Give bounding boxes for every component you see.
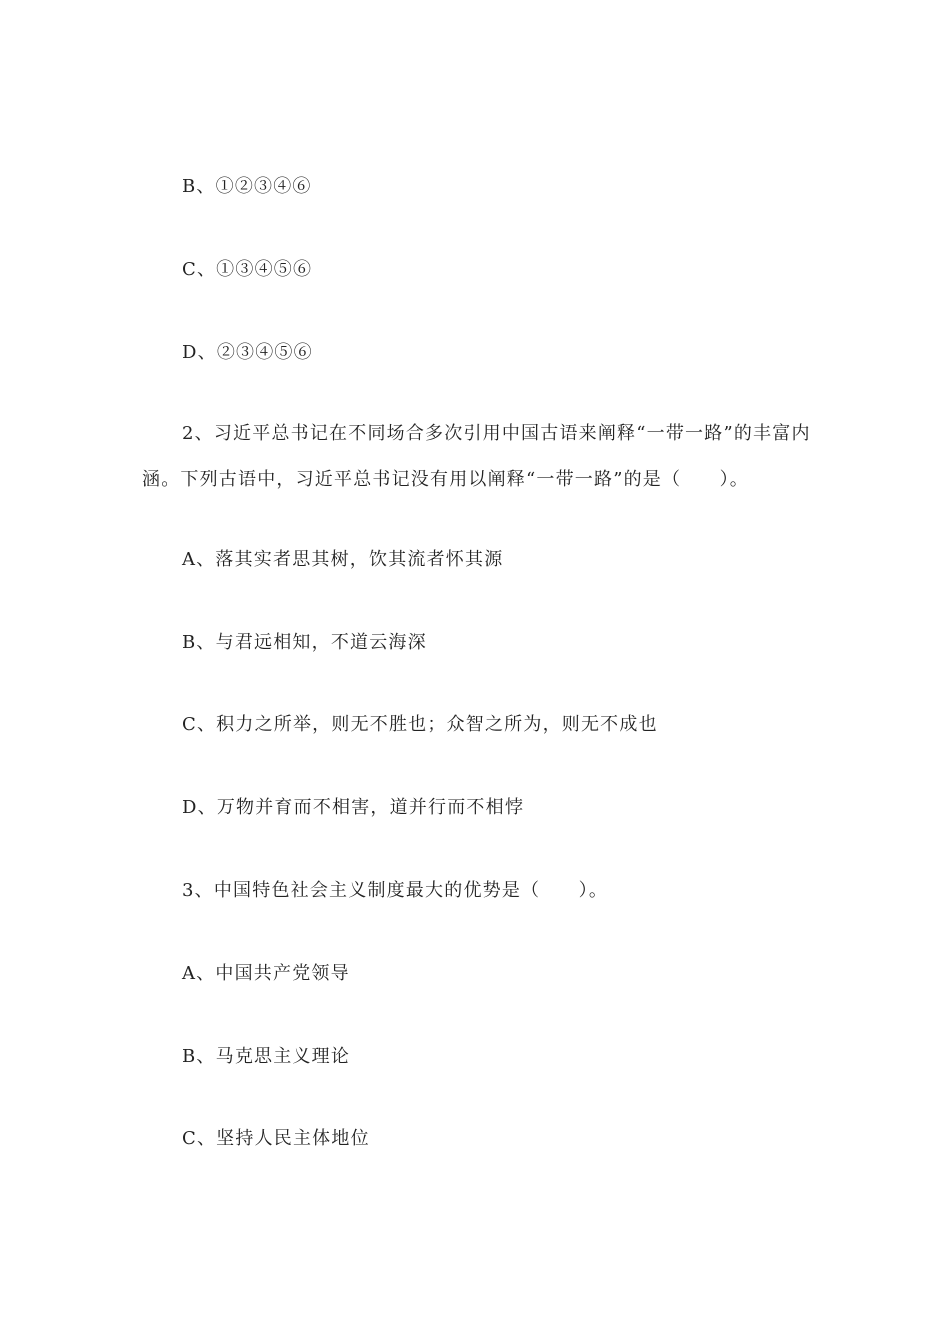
q2-option-a: A、落其实者思其树，饮其流者怀其源 [182, 549, 504, 570]
q2-stem: 2、习近平总书记在不同场合多次引用中国古语来阐释“一带一路”的丰富内涵。下列古语中，习近平总书记没有用以阐释“一带一路”的是（ ）。 [142, 423, 811, 490]
q3-option-b: B、马克思主义理论 [182, 1046, 351, 1067]
q3-option-c: C、坚持人民主体地位 [182, 1128, 370, 1149]
q1-option-b: B、①②③④⑥ [182, 176, 312, 197]
q3-stem: 3、中国特色社会主义制度最大的优势是（ ）。 [182, 880, 609, 901]
q2-option-d: D、万物并育而不相害，道并行而不相悖 [182, 797, 525, 818]
q2-option-b: B、与君远相知，不道云海深 [182, 632, 427, 653]
q3-option-a: A、中国共产党领导 [182, 963, 350, 984]
q1-option-c: C、①③④⑤⑥ [182, 259, 313, 280]
q2-option-c: C、积力之所举，则无不胜也；众智之所为，则无不成也 [182, 714, 658, 735]
q1-option-d: D、②③④⑤⑥ [182, 342, 313, 363]
